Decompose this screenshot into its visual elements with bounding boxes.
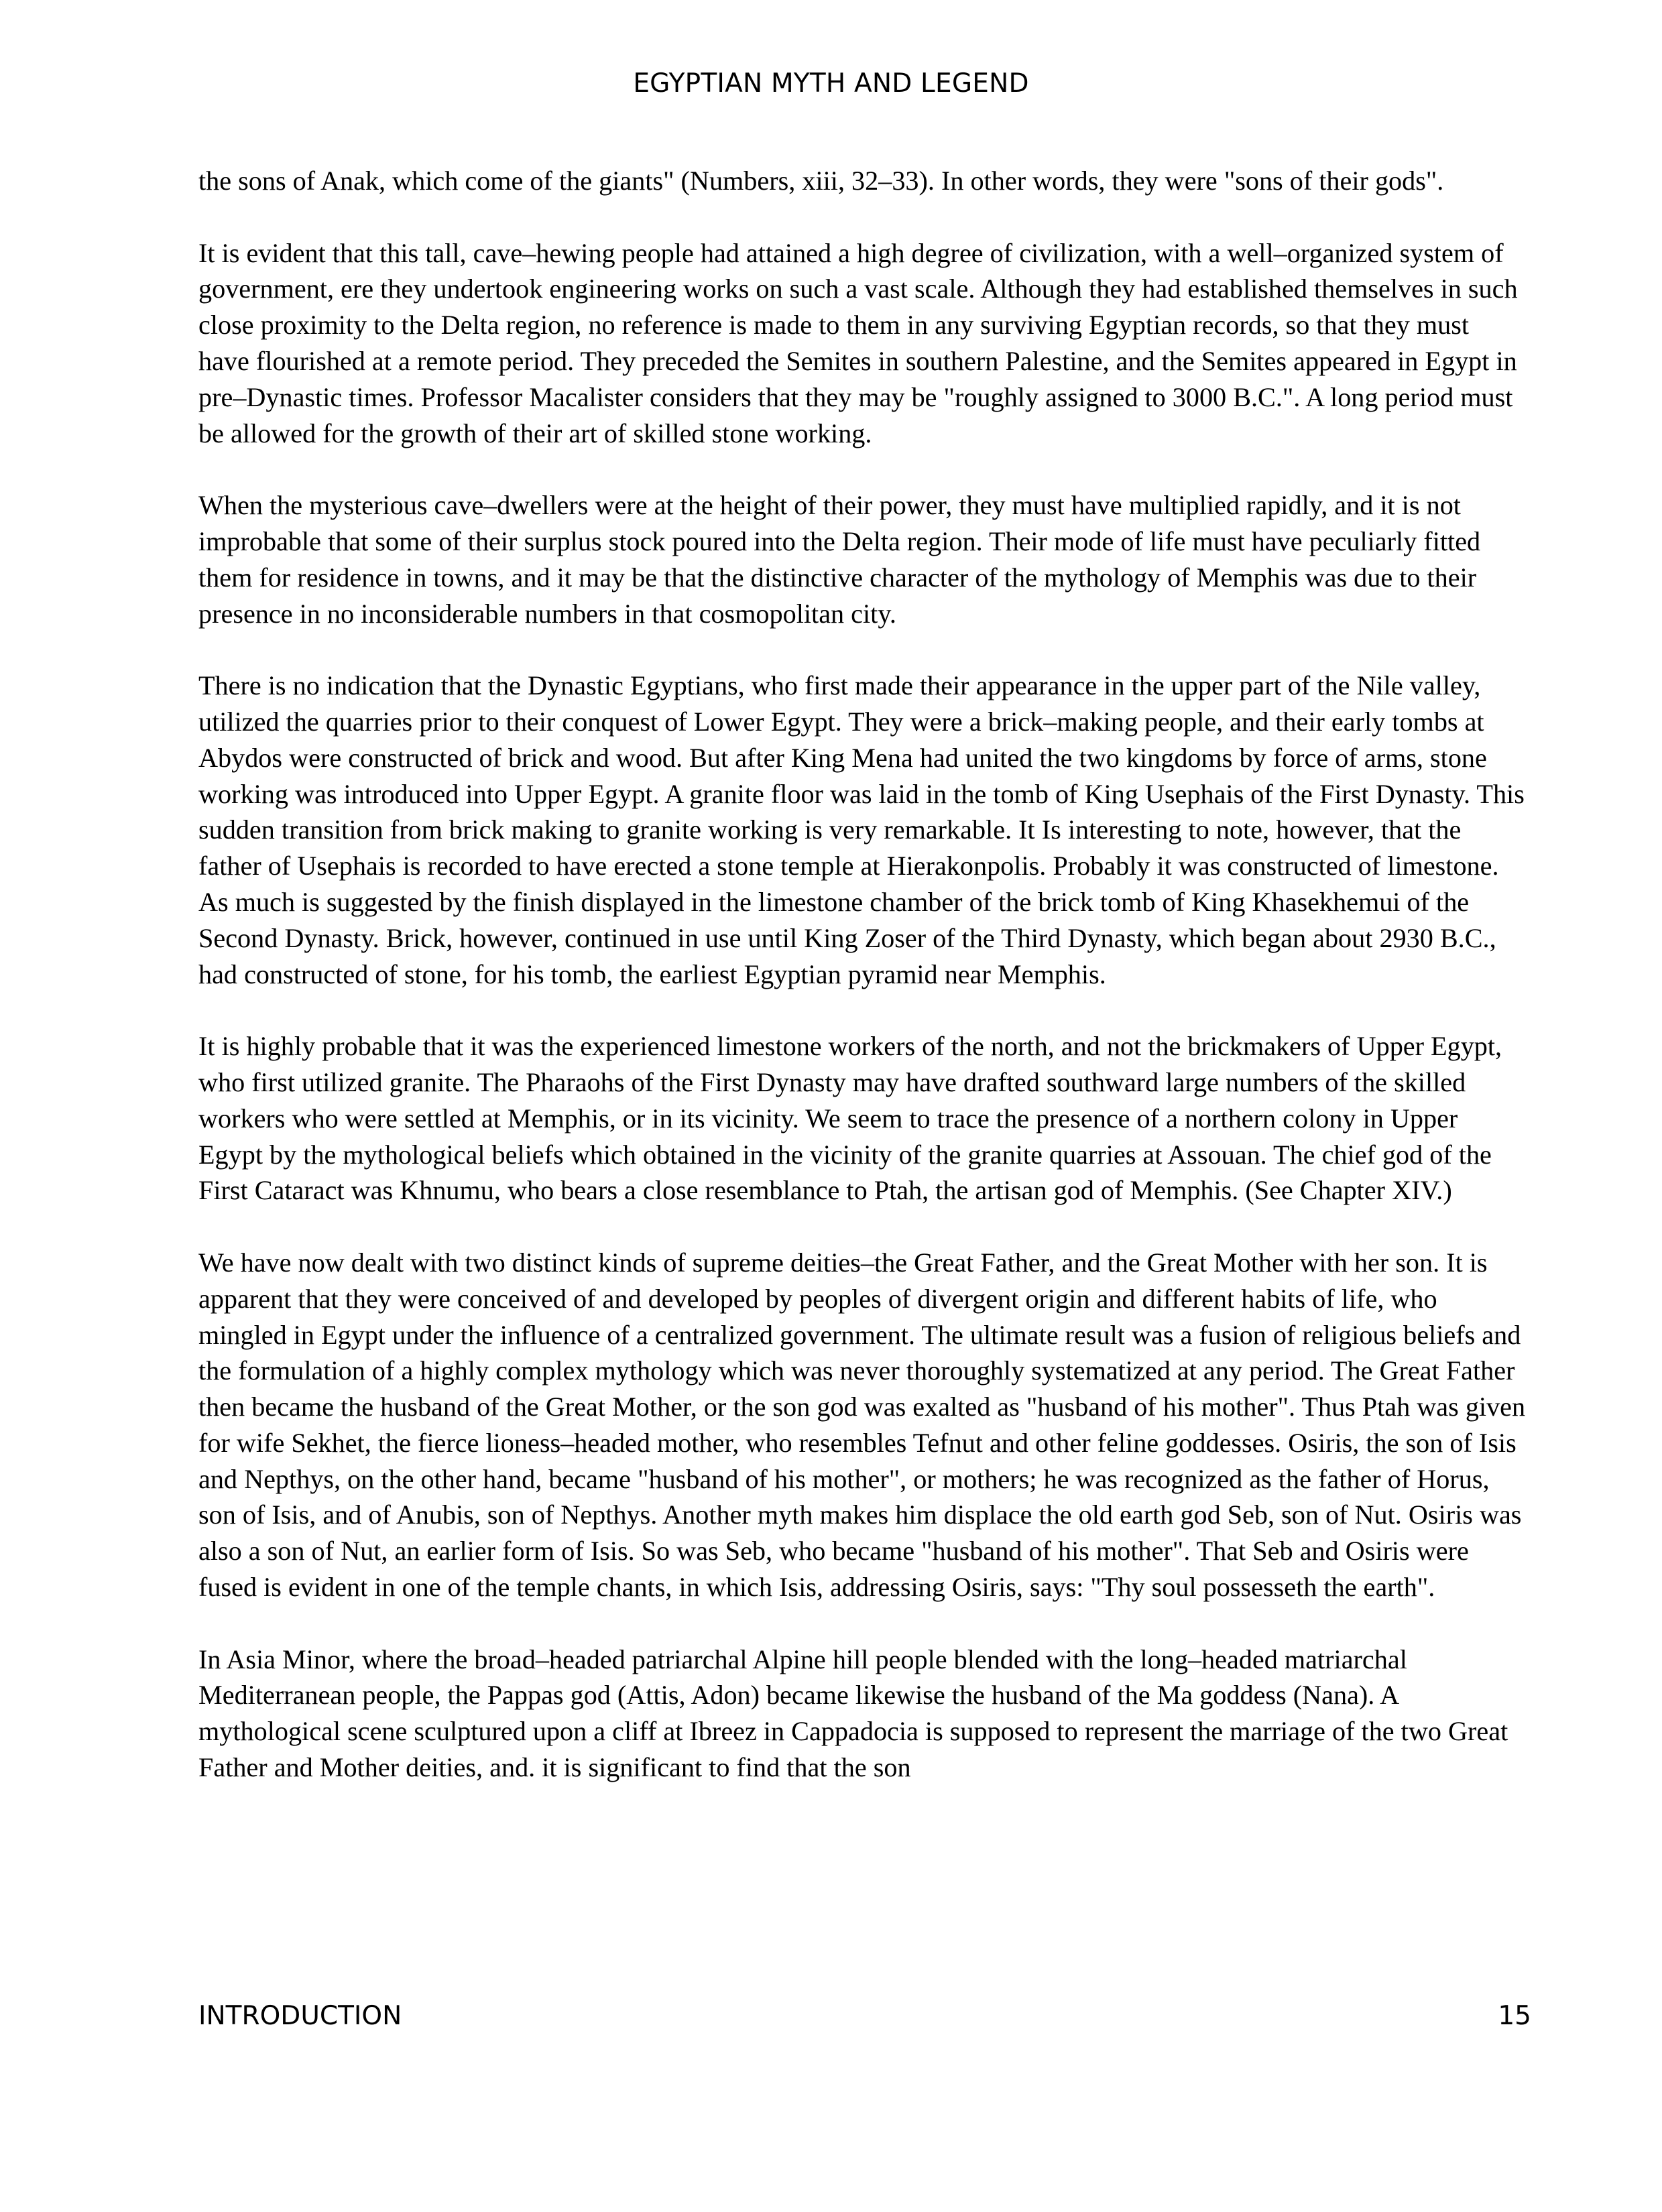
page-number: 15 <box>1498 2001 1531 2031</box>
footer-section-title: INTRODUCTION <box>198 2001 402 2031</box>
paragraph: the sons of Anak, which come of the giants" (Numbers, xiii, 32–33). In other words, they were "sons of their gods". <box>198 166 1444 196</box>
paragraph: In Asia Minor, where the broad–headed patriarchal Alpine hill people blended with the long–headed matriarchal Mediterranean people, the Pappas god (Attis, Adon) became likewise the husband of the Ma goddess (Nana). A mythological scene sculptured upon a cliff at Ibreez in Cappadocia is supposed to represent the marriage of the two Great Father and Mother deities, and. it is significant to find that the son <box>198 1644 1508 1783</box>
paragraph: When the mysterious cave–dwellers were at the height of their power, they must have multiplied rapidly, and it is not improbable that some of their surplus stock poured into the Delta region. Their mode of life must have peculiarly fitted them for residence in towns, and it may be that the distinctive character of the mythology of Memphis was due to their presence in no inconsiderable numbers in that cosmopolitan city. <box>198 490 1481 629</box>
body-text <box>198 163 1526 1822</box>
running-header: EGYPTIAN MYTH AND LEGEND <box>633 68 1029 99</box>
paragraph: There is no indication that the Dynastic Egyptians, who first made their appearance in the upper part of the Nile valley, utilized the quarries prior to their conquest of Lower Egypt. They were a brick–making people, and their early tombs at Abydos were constructed of brick and wood. But after King Mena had united the two kingdoms by force of arms, stone working was introduced into Upper Egypt. A granite floor was laid in the tomb of King Usephais of the First Dynasty. This sudden transition from brick making to granite working is very remarkable. It Is interesting to note, however, that the father of Usephais is recorded to have erected a stone temple at Hierakonpolis. Probably it was constructed of limestone. As much is suggested by the finish displayed in the limestone chamber of the brick tomb of King Khasekhemui of the Second Dynasty. Brick, however, continued in use until King Zoser of the Third Dynasty, which began about 2930 B.C., had constructed of stone, for his tomb, the earliest Egyptian pyramid near Memphis. <box>198 670 1525 989</box>
paragraph: It is highly probable that it was the experienced limestone workers of the north, and not the brickmakers of Upper Egypt, who first utilized granite. The Pharaohs of the First Dynasty may have drafted southward large numbers of the skilled workers who were settled at Memphis, or in its vicinity. We seem to trace the presence of a northern colony in Upper Egypt by the mythological beliefs which obtained in the vicinity of the granite quarries at Assouan. The chief god of the First Cataract was Khnumu, who bears a close resemblance to Ptah, the artisan god of Memphis. (See Chapter XIV.) <box>198 1031 1502 1206</box>
paragraph: It is evident that this tall, cave–hewing people had attained a high degree of civilization, with a well–organized system of government, ere they undertook engineering works on such a vast scale. Although they had established themselves in such close proximity to the Delta region, no reference is made to them in any surviving Egyptian records, so that they must have flourished at a remote period. They preceded the Semites in southern Palestine, and the Semites appeared in Egypt in pre–Dynastic times. Professor Macalister considers that they may be "roughly assigned to 3000 B.C.". A long period must be allowed for the growth of their art of skilled stone working. <box>198 237 1518 448</box>
paragraph: We have now dealt with two distinct kinds of supreme deities–the Great Father, and the Great Mother with her son. It is apparent that they were conceived of and developed by peoples of divergent origin and different habits of life, who mingled in Egypt under the influence of a centralized government. The ultimate result was a fusion of religious beliefs and the formulation of a highly complex mythology which was never thoroughly systematized at any period. The Great Father then became the husband of the Great Mother, or the son god was exalted as "husband of his mother". Thus Ptah was given for wife Sekhet, the fierce lioness–headed mother, who resembles Tefnut and other feline goddesses. Osiris, the son of Isis and Nepthys, on the other hand, became "husband of his mother", or mothers; he was recognized as the father of Horus, son of Isis, and of Anubis, son of Nepthys. Another myth makes him displace the old earth god Seb, son of Nut. Osiris was also a son of Nut, an earlier form of Isis. So was Seb, who became "husband of his mother". That Seb and Osiris were fused is evident in one of the temple chants, in which Isis, addressing Osiris, says: "Thy soul possesseth the earth". <box>198 1247 1526 1603</box>
